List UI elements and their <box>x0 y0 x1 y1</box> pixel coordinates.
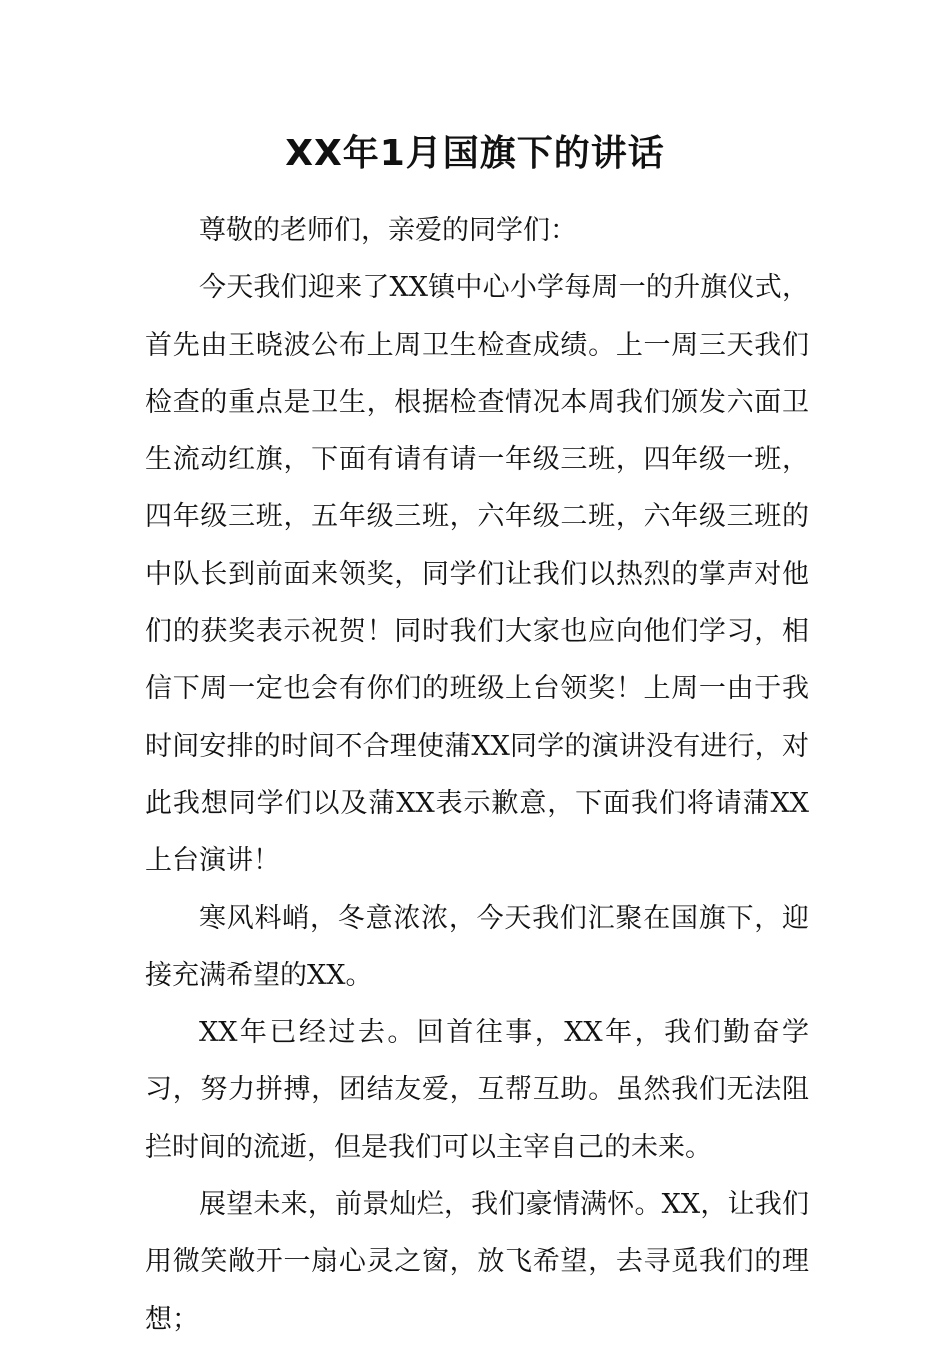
paragraph-opening: 今天我们迎来了XX镇中心小学每周一的升旗仪式，首先由王晓波公布上周卫生检查成绩。上一周三天我们检查的重点是卫生，根据检查情况本周我们颁发六面卫生流动红旗，下面有请有请一年级三班，四年级一班，四年级三班，五年级三班，六年级二班，六年级三班的中队长到前面来领奖，同学们让我们以热烈的掌声对他们的获奖表示祝贺！同时我们大家也应向他们学习，相信下周一定也会有你们的班级上台领奖！上周一由于我时间安排的时间不合理使蒲XX同学的演讲没有进行，对此我想同学们以及蒲XX表示歉意，下面我们将请蒲XX上台演讲！ <box>145 272 809 877</box>
document-title: XX年1月国旗下的讲话 <box>285 133 665 174</box>
paragraph-review: XX年已经过去。回首往事，XX年，我们勤奋学习，努力拼搏，团结友爱，互帮互助。虽然我们无法阻拦时间的流逝，但是我们可以主宰自己的未来。 <box>145 1017 809 1163</box>
paragraph-future: 展望未来，前景灿烂，我们豪情满怀。XX，让我们用微笑敞开一扇心灵之窗，放飞希望，去寻觅我们的理想； <box>145 1189 809 1335</box>
document-body <box>145 202 809 1348</box>
paragraph-greeting: 尊敬的老师们，亲爱的同学们： <box>199 215 577 246</box>
paragraph-winter: 寒风料峭，冬意浓浓，今天我们汇聚在国旗下，迎接充满希望的XX。 <box>145 902 809 991</box>
